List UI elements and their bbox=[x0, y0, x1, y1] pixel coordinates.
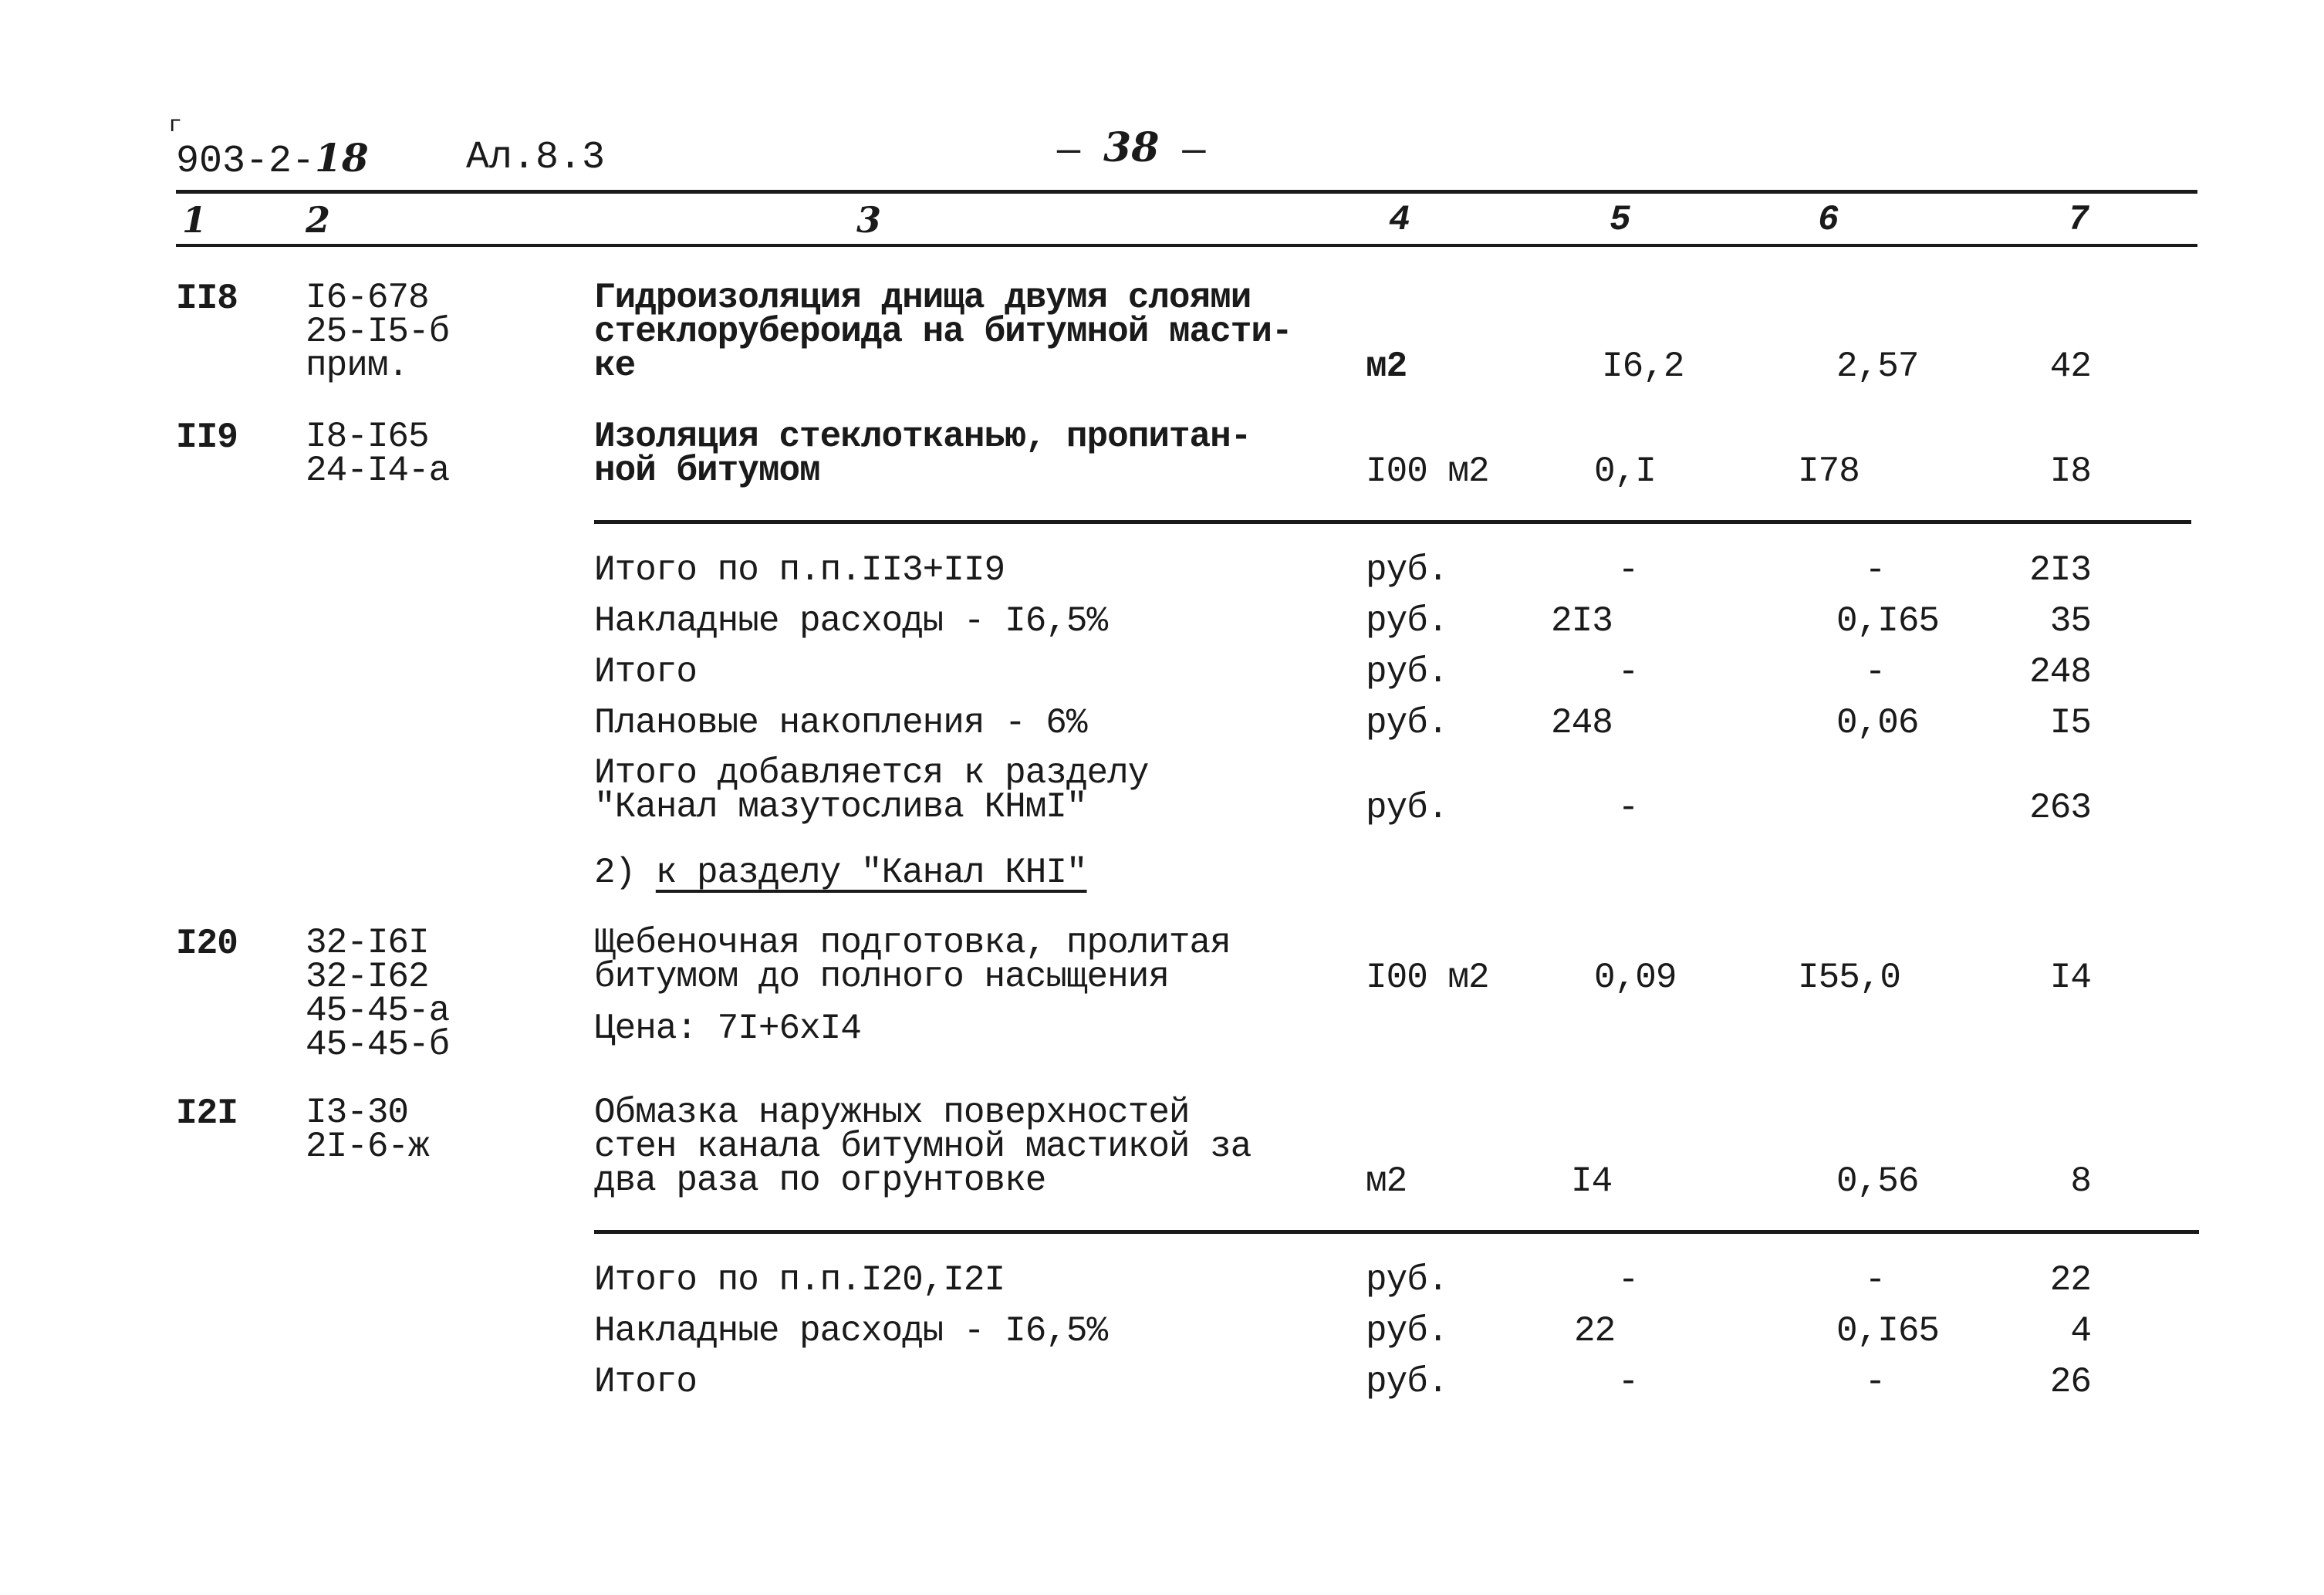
row-total: 42 bbox=[2049, 346, 2091, 387]
column-number-5: 5 bbox=[1610, 200, 1631, 240]
summary-unit: руб. bbox=[1366, 1260, 1448, 1300]
summary-price: - bbox=[1864, 550, 1886, 590]
summary-unit: руб. bbox=[1366, 601, 1448, 641]
row-description: Изоляция стеклотканью, пропитан- ной битумом bbox=[594, 417, 1252, 491]
summary-total: 2I3 bbox=[2029, 550, 2091, 590]
row-description: Щебеночная подготовка, пролитая битумом до полного насыщения bbox=[594, 923, 1231, 997]
row-total: I4 bbox=[2049, 958, 2091, 998]
summary-price: 0,I65 bbox=[1836, 601, 1940, 641]
summary-qty: - bbox=[1617, 652, 1639, 692]
summary-unit: руб. bbox=[1366, 1362, 1448, 1402]
summary-price: - bbox=[1864, 1362, 1886, 1402]
row-description: Гидроизоляция днища двумя слоями стеклорубероида на битумной масти- ке bbox=[594, 278, 1292, 386]
summary-unit: руб. bbox=[1366, 1311, 1448, 1351]
summary-unit: руб. bbox=[1366, 788, 1448, 828]
document-code-prefix: 903-2- bbox=[176, 140, 316, 184]
row-codes: 32-I6I 32-I62 45-45-а 45-45-б bbox=[306, 923, 450, 1065]
document-code bbox=[176, 135, 369, 184]
column-number-4: 4 bbox=[1389, 200, 1410, 240]
album-number: Ал.8.3 bbox=[466, 136, 606, 180]
row-quantity: 0,I bbox=[1594, 451, 1656, 492]
column-number-2: 2 bbox=[306, 199, 331, 241]
row-total: 8 bbox=[2070, 1161, 2091, 1201]
section-prefix: 2) bbox=[594, 853, 636, 893]
row-price: 2,57 bbox=[1836, 346, 1919, 387]
summary-label: Итого добавляется к разделу "Канал мазутослива КНмI" bbox=[594, 753, 1149, 827]
summary-unit: руб. bbox=[1366, 652, 1448, 692]
summary-qty: 22 bbox=[1574, 1311, 1616, 1351]
summary-total: 248 bbox=[2029, 652, 2091, 692]
header-top-rule bbox=[176, 190, 2197, 194]
section-heading bbox=[594, 853, 1087, 893]
row-number: I2I bbox=[176, 1093, 238, 1134]
summary-price: - bbox=[1864, 652, 1886, 692]
summary-label: Итого bbox=[594, 1362, 698, 1402]
row-unit: м2 bbox=[1366, 1161, 1407, 1201]
column-number-3: 3 bbox=[856, 199, 882, 241]
summary-label: Накладные расходы - I6,5% bbox=[594, 1311, 1108, 1351]
row-quantity: 0,09 bbox=[1594, 958, 1677, 998]
summary-label: Итого по п.п.I20,I2I bbox=[594, 1260, 1005, 1300]
row-unit: м2 bbox=[1366, 346, 1407, 387]
summary-unit: руб. bbox=[1366, 703, 1448, 743]
summary-label: Плановые накопления - 6% bbox=[594, 703, 1087, 743]
summary-qty: - bbox=[1617, 1260, 1639, 1300]
column-number-7: 7 bbox=[2068, 200, 2089, 240]
summary-total: I5 bbox=[2049, 703, 2091, 743]
summary-total: 263 bbox=[2029, 788, 2091, 828]
summary-total: 35 bbox=[2049, 601, 2091, 641]
row-number: II9 bbox=[176, 417, 238, 458]
row-number: I20 bbox=[176, 924, 238, 964]
document-code-number: 18 bbox=[315, 135, 369, 181]
row-description: Обмазка наружных поверхностей стен канала битумной мастикой за два раза по огрунтовке bbox=[594, 1093, 1252, 1201]
summary-rule-2 bbox=[594, 1230, 2199, 1234]
summary-total: 4 bbox=[2070, 1311, 2091, 1351]
row-price: I55,0 bbox=[1798, 958, 1901, 998]
header-bottom-rule bbox=[176, 244, 2197, 247]
summary-label: Итого bbox=[594, 652, 698, 692]
summary-label: Накладные расходы - I6,5% bbox=[594, 601, 1108, 641]
column-number-6: 6 bbox=[1818, 200, 1839, 240]
row-total: I8 bbox=[2049, 451, 2091, 492]
column-number-1: 1 bbox=[182, 199, 208, 241]
summary-total: 26 bbox=[2049, 1362, 2091, 1402]
summary-qty: - bbox=[1617, 550, 1639, 590]
summary-label: Итого по п.п.II3+II9 bbox=[594, 550, 1005, 590]
summary-qty: 248 bbox=[1551, 703, 1613, 743]
row-codes: I6-678 25-I5-б прим. bbox=[306, 278, 450, 386]
summary-price: - bbox=[1864, 1260, 1886, 1300]
corner-mark: г bbox=[168, 113, 183, 139]
page-number: — 38 — bbox=[1057, 124, 1206, 174]
summary-rule-1 bbox=[594, 520, 2191, 524]
row-codes: I8-I65 24-I4-а bbox=[306, 417, 450, 491]
row-codes: I3-30 2I-6-ж bbox=[306, 1093, 429, 1167]
summary-unit: руб. bbox=[1366, 550, 1448, 590]
price-note: Цена: 7I+6хI4 bbox=[594, 1009, 861, 1049]
summary-price: 0,I65 bbox=[1836, 1311, 1940, 1351]
summary-qty: - bbox=[1617, 788, 1639, 828]
row-quantity: I6,2 bbox=[1602, 346, 1684, 387]
summary-qty: 2I3 bbox=[1551, 601, 1613, 641]
summary-total: 22 bbox=[2049, 1260, 2091, 1300]
summary-price: 0,06 bbox=[1836, 703, 1919, 743]
row-number: II8 bbox=[176, 279, 238, 319]
row-price: 0,56 bbox=[1836, 1161, 1919, 1201]
row-price: I78 bbox=[1798, 451, 1860, 492]
row-unit: I00 м2 bbox=[1366, 958, 1489, 998]
section-title: к разделу "Канал КНI" bbox=[655, 853, 1087, 893]
row-unit: I00 м2 bbox=[1366, 451, 1489, 492]
summary-qty: - bbox=[1617, 1362, 1639, 1402]
row-quantity: I4 bbox=[1571, 1161, 1613, 1201]
